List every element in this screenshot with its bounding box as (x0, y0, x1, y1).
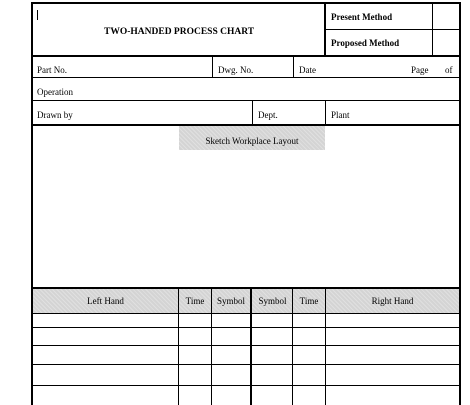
info-divider-2 (293, 57, 294, 77)
date-label[interactable]: Date (299, 65, 316, 75)
info-divider-3 (252, 100, 253, 124)
sketch-workplace-layout-label: Sketch Workplace Layout (205, 136, 299, 146)
page-label[interactable]: Page (411, 65, 429, 75)
proposed-method-label: Proposed Method (331, 38, 400, 48)
column-header-time-right: Time (299, 296, 319, 306)
frame-top (31, 2, 461, 4)
header-bottom-border (31, 55, 461, 57)
present-method-checkbox[interactable] (433, 3, 459, 29)
info-divider-4 (325, 100, 326, 124)
info-row-2-bottom (31, 100, 461, 101)
column-header-time-left: Time (185, 296, 205, 306)
chart-title: TWO-HANDED PROCESS CHART (104, 27, 255, 37)
operation-label[interactable]: Operation (37, 87, 73, 97)
table-body[interactable] (33, 314, 459, 405)
column-header-symbol-left: Symbol (216, 296, 245, 306)
dept-label[interactable]: Dept. (258, 110, 278, 120)
drawn-by-label[interactable]: Drawn by (37, 110, 73, 120)
sketch-area[interactable] (33, 150, 459, 287)
part-no-label[interactable]: Part No. (37, 65, 67, 75)
column-header-right-hand: Right Hand (371, 296, 414, 306)
text-cursor (37, 10, 38, 20)
dwg-no-label[interactable]: Dwg. No. (218, 65, 254, 75)
plant-label[interactable]: Plant (331, 110, 350, 120)
page-of-label: of (445, 65, 453, 75)
column-header-symbol-right: Symbol (258, 296, 287, 306)
proposed-method-checkbox[interactable] (433, 30, 459, 56)
info-divider-1 (212, 57, 213, 77)
present-method-label: Present Method (331, 12, 393, 22)
info-row-1-bottom (31, 77, 461, 78)
column-header-left-hand: Left Hand (87, 296, 124, 306)
